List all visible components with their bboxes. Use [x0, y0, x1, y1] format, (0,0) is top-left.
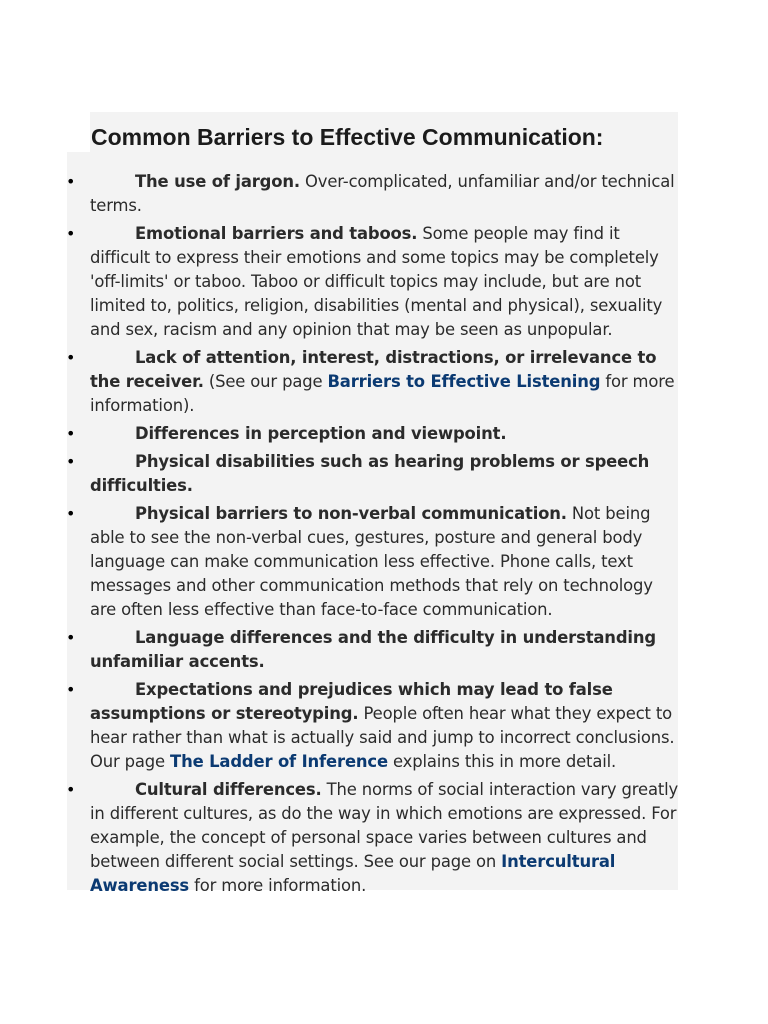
- item-text: Over-complicated, unfamiliar and/or technical terms.: [90, 172, 675, 215]
- bullet-icon: •: [66, 348, 76, 367]
- item-text: The norms of social interaction vary greatly in different cultures, as do the way in which emotions are expressed. For example, the concept of personal space varies between cultures and between different social settings. See our page on: [90, 780, 679, 871]
- item-text-after: explains this in more detail.: [387, 752, 617, 771]
- list-item: [66, 450, 680, 498]
- bullet-icon: •: [66, 224, 76, 243]
- item-heading: Differences in perception and viewpoint.: [135, 424, 507, 443]
- bullet-icon: •: [66, 172, 76, 191]
- bullet-icon: •: [66, 452, 76, 471]
- bullet-icon: •: [66, 780, 76, 799]
- list-item: [66, 502, 680, 622]
- item-text: (See our page: [203, 372, 328, 391]
- item-heading: The use of jargon.: [135, 172, 300, 191]
- bullet-icon: •: [66, 628, 76, 647]
- item-heading: Cultural differences.: [135, 780, 322, 799]
- list-item: [66, 170, 680, 218]
- item-heading: Emotional barriers and taboos.: [135, 224, 418, 243]
- ladder-of-inference-link[interactable]: The Ladder of Inference: [170, 752, 388, 771]
- item-heading: Expectations and prejudices which may lead to false assumptions or stereotyping.: [90, 680, 613, 723]
- list-item: [66, 778, 680, 898]
- intercultural-awareness-link[interactable]: Intercultural Awareness: [90, 852, 616, 895]
- item-heading: Lack of attention, interest, distractions, or irrelevance to the receiver.: [90, 348, 657, 391]
- list-item: [66, 422, 680, 446]
- item-text: People often hear what they expect to hear rather than what is actually said and jump to incorrect conclusions. Our page: [90, 704, 675, 771]
- bullet-icon: •: [66, 424, 76, 443]
- barriers-list: [66, 170, 680, 902]
- item-heading: Language differences and the difficulty in understanding unfamiliar accents.: [90, 628, 656, 671]
- bullet-icon: •: [66, 680, 76, 699]
- list-item: [66, 346, 680, 418]
- page-title: Common Barriers to Effective Communication:: [91, 124, 604, 150]
- item-text-after: for more information).: [90, 372, 675, 415]
- item-heading: Physical disabilities such as hearing problems or speech difficulties.: [90, 452, 650, 495]
- bullet-icon: •: [66, 504, 76, 523]
- item-heading: Physical barriers to non-verbal communication.: [135, 504, 567, 523]
- list-item: [66, 678, 680, 774]
- list-item: [66, 626, 680, 674]
- item-text: Not being able to see the non-verbal cues, gestures, posture and general body language can make communication less effective. Phone calls, text messages and other communication methods that rely on technology are often less effective than face-to-face communication.: [90, 504, 653, 619]
- barriers-to-listening-link[interactable]: Barriers to Effective Listening: [327, 372, 601, 391]
- item-text: Some people may find it difficult to express their emotions and some topics may be completely 'off-limits' or taboo. Taboo or difficult topics may include, but are not limited to, politics, religion, disabilities (mental and physical), sexuality and sex, racism and any opinion that may be seen as unpopular.: [90, 224, 663, 339]
- list-item: [66, 222, 680, 342]
- item-text-after: for more information.: [189, 876, 367, 895]
